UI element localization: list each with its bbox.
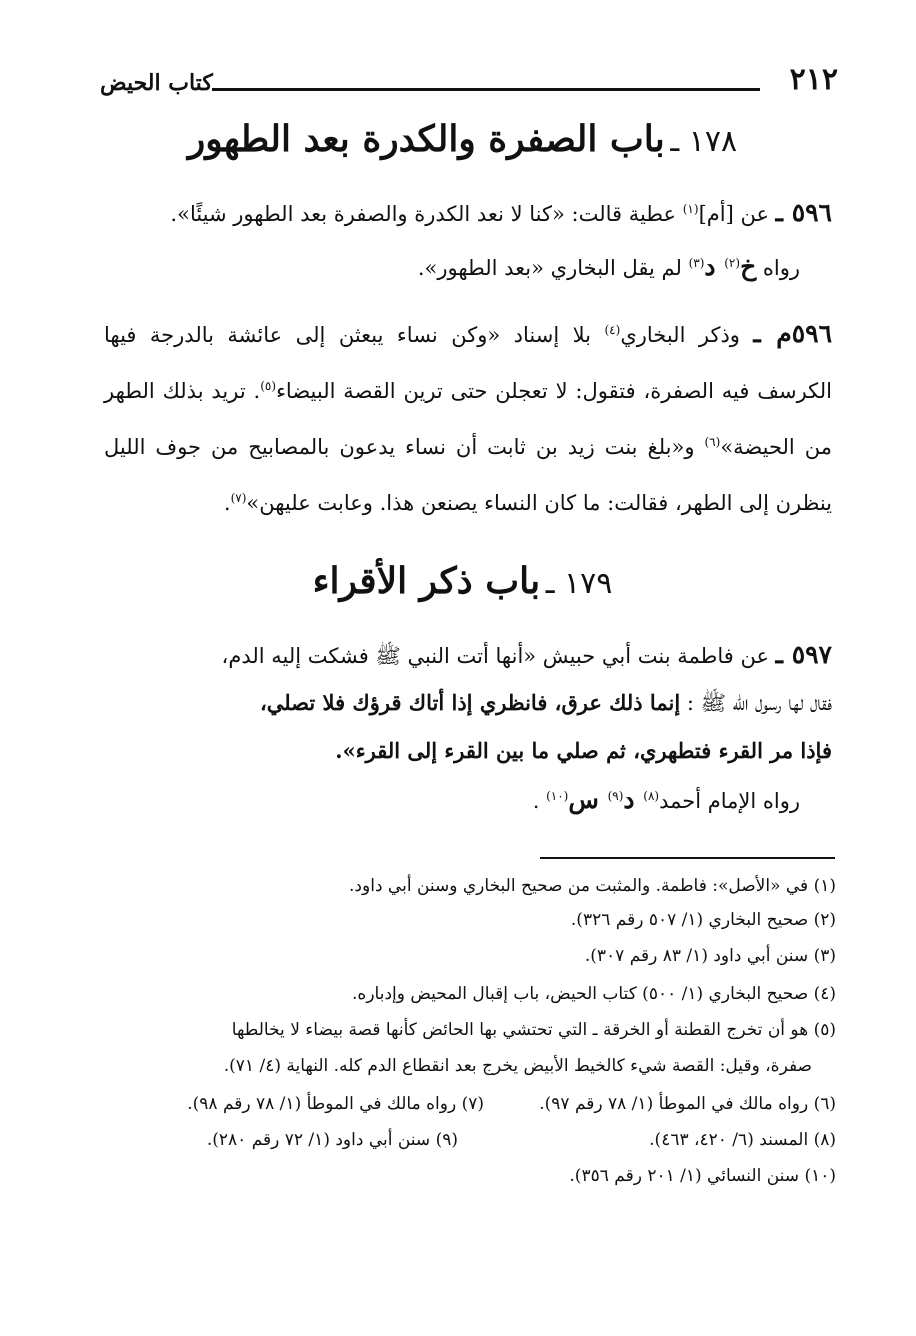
chapter-number: ١٧٩ ـ <box>545 566 613 601</box>
hadith-597-line-3: فإذا مر القرء فتطهري، ثم صلي ما بين القرء إلى القرء». <box>335 738 832 763</box>
hadith-text: عن [أم] <box>698 202 769 226</box>
footnote-8: (٨) المسند (٦/ ٤٢٠، ٤٦٣). <box>649 1130 836 1150</box>
footnote-ref: (٣) <box>688 256 705 270</box>
footnote-ref: (٦) <box>704 435 721 449</box>
hadith-number: ٥٩٦م ـ <box>753 319 833 348</box>
hadith-596m <box>104 305 832 529</box>
footnote-ref: (٧) <box>230 491 247 505</box>
footnote-7: (٧) رواه مالك في الموطأ (١/ ٧٨ رقم ٩٨). <box>187 1094 484 1114</box>
hadith-text: . تريد بذلك الطهر من الحيضة» <box>104 379 832 459</box>
hadith-text: و«بلغ بنت زيد بن ثابت أن نساء يدعون بالمصابيح من جوف الليل ينظرن إلى الطهر، فقالت: ما كان النساء يصنعن هذا. وعابت عليهن» <box>104 435 832 515</box>
hadith-text: . <box>223 491 231 515</box>
footnote-10: (١٠) سنن النسائي (١/ ٢٠١ رقم ٣٥٦). <box>569 1166 836 1186</box>
chapter-title: باب الصفرة والكدرة بعد الطهور <box>187 118 665 160</box>
source-symbol: د <box>704 252 725 281</box>
footnote-ref: (٢) <box>724 256 741 270</box>
attribution-text: رواه <box>756 256 800 280</box>
chapter-title: باب ذكر الأقراء <box>312 560 541 602</box>
hadith-number: ٥٩٦ ـ <box>775 198 832 227</box>
footnote-ref: (٤) <box>604 323 621 337</box>
chapter-number: ١٧٨ ـ <box>670 124 738 159</box>
footnote-3: (٣) سنن أبي داود (١/ ٨٣ رقم ٣٠٧). <box>584 946 836 966</box>
hadith-text: عن فاطمة بنت أبي حبيش «أنها أتت النبي ﷺ فشكت إليه الدم، <box>221 644 776 668</box>
hadith-number: ٥٩٧ ـ <box>775 640 832 669</box>
footnote-1: (١) في «الأصل»: فاطمة. والمثبت من صحيح البخاري وسنن أبي داود. <box>349 876 836 896</box>
hadith-596-attribution <box>418 252 800 281</box>
footnote-ref: (٩) <box>607 789 624 803</box>
chapter-heading-179 <box>90 560 835 602</box>
attribution-text: لم يقل البخاري «بعد الطهور». <box>417 256 689 280</box>
attribution-text: . <box>532 789 547 813</box>
footnote-rule <box>540 857 835 859</box>
footnote-5-line-2: صفرة، وقيل: القصة شيء كالخيط الأبيض يخرج بعد انقطاع الدم كله. النهاية (٤/ ٧١). <box>223 1056 812 1076</box>
footnote-ref: (٨) <box>643 789 660 803</box>
source-symbol: د <box>623 785 644 814</box>
footnote-ref: (١) <box>682 202 699 216</box>
hadith-597-line-2 <box>260 690 832 721</box>
footnote-ref: (٥) <box>260 379 277 393</box>
footnote-6: (٦) رواه مالك في الموطأ (١/ ٧٨ رقم ٩٧). <box>539 1094 836 1114</box>
hadith-text: بلا إسناد «وكن نساء يبعثن إلى عائشة بالدرجة فيها الكرسف فيه الصفرة، فتقول: لا تعجلن حتى ترين القصة البيضاء <box>104 323 832 403</box>
attribution-text: رواه الإمام أحمد <box>659 789 800 813</box>
hadith-text: فقال لها رسول الله ﷺ : <box>680 691 832 715</box>
footnote-4: (٤) صحيح البخاري (١/ ٥٠٠) كتاب الحيض، باب إقبال المحيض وإدباره. <box>352 984 836 1004</box>
header-rule <box>212 88 760 91</box>
prophetic-saying: إنما ذلك عرق، فانظري إذا أتاك قرؤك فلا تصلي، <box>259 690 681 715</box>
footnote-ref: (١٠) <box>546 789 569 803</box>
source-symbol: س <box>568 785 608 814</box>
hadith-text: عطية قالت: «كنا لا نعد الكدرة والصفرة بعد الطهور شيئًا». <box>170 202 683 226</box>
hadith-596 <box>170 198 832 227</box>
hadith-597-attribution <box>533 785 800 814</box>
source-symbol: خ <box>740 252 757 281</box>
running-title: كتاب الحيض <box>100 70 213 96</box>
hadith-text: وذكر البخاري <box>620 323 754 347</box>
footnote-5-line-1: (٥) هو أن تخرج القطنة أو الخرقة ـ التي تحتشي بها الحائض كأنها قصة بيضاء لا يخالطها <box>231 1020 836 1040</box>
chapter-heading-178 <box>90 118 835 160</box>
footnote-9: (٩) سنن أبي داود (١/ ٧٢ رقم ٢٨٠). <box>206 1130 458 1150</box>
footnote-2: (٢) صحيح البخاري (١/ ٥٠٧ رقم ٣٢٦). <box>570 910 836 930</box>
page-number: ٢١٢ <box>789 62 838 97</box>
hadith-597-line-1 <box>222 640 832 674</box>
